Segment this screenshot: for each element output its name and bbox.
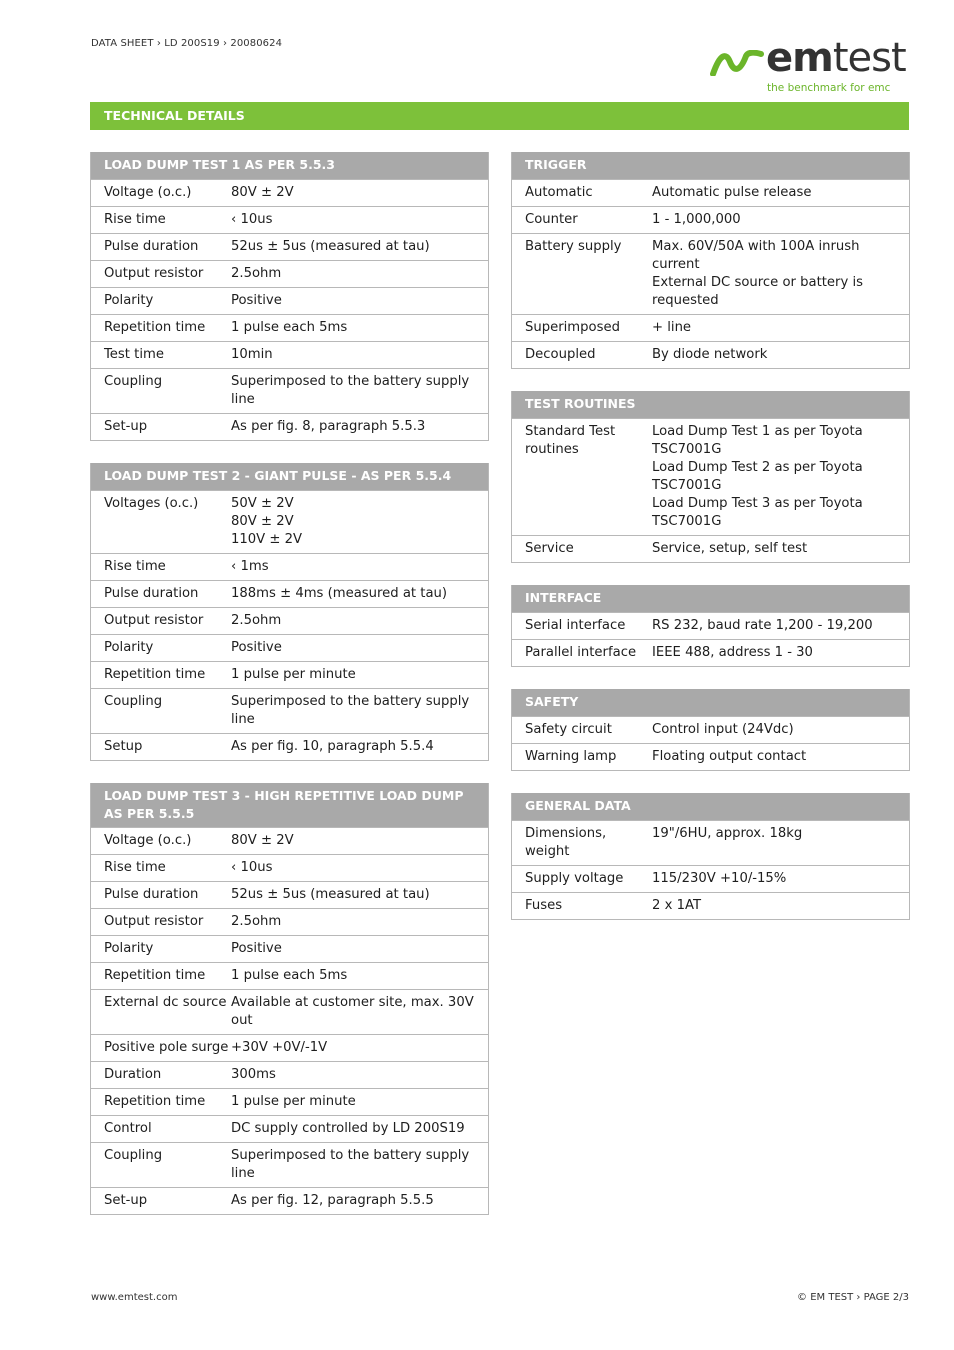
spec-value-line: DC supply controlled by LD 200S19 [231,1121,465,1136]
spec-value-line: Load Dump Test 3 as per Toyota TSC7001G [652,496,863,529]
spec-value-line: External DC source or battery is requested [652,275,863,308]
spec-row [91,490,488,553]
spec-value [231,238,488,256]
spec-row [512,716,909,743]
spec-row [91,341,488,368]
breadcrumb: DATA SHEET › LD 200S19 › 20080624 [91,38,283,49]
spec-row [91,908,488,935]
spec-label: Voltage (o.c.) [104,833,192,848]
spec-label: Warning lamp [525,749,617,764]
spec-label: Standard Test routines [525,424,616,457]
spec-value [231,558,488,576]
spec-value [231,994,488,1030]
spec-table-title: TRIGGER [512,152,909,179]
spec-value-line: 1 pulse per minute [231,1094,356,1109]
spec-value [231,585,488,603]
spec-value [231,967,488,985]
spec-row [91,314,488,341]
spec-value-line: 80V ± 2V [231,833,294,848]
spec-label: Coupling [104,694,163,709]
spec-row [91,1142,488,1187]
spec-label: Rise time [104,559,166,574]
spec-row [91,661,488,688]
footer-page-number: © EM TEST › PAGE 2/3 [797,1292,909,1303]
spec-value-line: RS 232, baud rate 1,200 - 19,200 [652,618,873,633]
spec-label: Automatic [525,185,593,200]
spec-row [91,206,488,233]
spec-value-line: +30V +0V/-1V [231,1040,328,1055]
spec-value-line: Superimposed to the battery supply line [231,1148,470,1181]
spec-value-line: 19"/6HU, approx. 18kg [652,826,803,841]
spec-value-line: ‹ 1ms [231,559,269,574]
spec-value [231,1066,488,1084]
spec-value-line: Load Dump Test 1 as per Toyota TSC7001G [652,424,863,457]
spec-label: Polarity [104,293,154,308]
spec-value [231,913,488,931]
spec-label: Positive pole surge [104,1040,229,1055]
spec-label: Polarity [104,640,154,655]
spec-row [91,854,488,881]
spec-value [231,346,488,364]
spec-value [652,423,909,531]
spec-label: Repetition time [104,320,206,335]
spec-row [512,314,909,341]
spec-label: Dimensions, weight [525,826,607,859]
spec-row [91,287,488,314]
spec-value [652,897,909,915]
spec-value-line: 1 pulse each 5ms [231,320,348,335]
spec-row [512,820,909,865]
spec-table-title: LOAD DUMP TEST 2 - GIANT PULSE - AS PER 5.5.4 [91,463,488,490]
logo-tagline: the benchmark for emc [767,82,891,94]
spec-value-line: As per fig. 10, paragraph 5.5.4 [231,739,434,754]
spec-row [91,989,488,1034]
spec-value-line: Positive [231,941,282,956]
spec-row [91,607,488,634]
spec-value [231,940,488,958]
spec-label: Voltage (o.c.) [104,185,192,200]
spec-table [90,463,489,761]
spec-value [652,870,909,888]
spec-row [91,1187,488,1214]
spec-label: Setup [104,739,143,754]
spec-label: Safety circuit [525,722,612,737]
spec-label: Serial interface [525,618,626,633]
spec-value-line: Positive [231,640,282,655]
spec-value-line: Automatic pulse release [652,185,812,200]
spec-label: Fuses [525,898,563,913]
spec-table-title: LOAD DUMP TEST 3 - HIGH REPETITIVE LOAD DUMP AS PER 5.5.5 [91,783,488,827]
spec-row [91,1115,488,1142]
spec-value [231,292,488,310]
spec-value [231,832,488,850]
spec-value [652,346,909,364]
spec-row [91,368,488,413]
spec-value-line: ‹ 10us [231,860,273,875]
spec-table [511,793,910,920]
spec-value [231,1147,488,1183]
spec-value-line: As per fig. 8, paragraph 5.5.3 [231,419,426,434]
spec-value-line: IEEE 488, address 1 - 30 [652,645,813,660]
left-column [90,152,489,1237]
spec-value-line: 52us ± 5us (measured at tau) [231,239,430,254]
spec-value [231,211,488,229]
spec-value-line: 10min [231,347,273,362]
spec-value-line: 1 - 1,000,000 [652,212,741,227]
spec-value-line: 300ms [231,1067,276,1082]
spec-value [652,748,909,766]
spec-label: Repetition time [104,1094,206,1109]
spec-value [231,859,488,877]
spec-table [90,152,489,441]
spec-value-line: By diode network [652,347,768,362]
spec-value [231,495,488,549]
spec-value-line: 2.5ohm [231,613,282,628]
spec-value [652,644,909,662]
spec-value-line: Service, setup, self test [652,541,808,556]
spec-row [91,233,488,260]
spec-label: Pulse duration [104,239,199,254]
spec-label: Coupling [104,1148,163,1163]
spec-value-line: Load Dump Test 2 as per Toyota TSC7001G [652,460,863,493]
spec-row [512,639,909,666]
spec-label: Output resistor [104,613,204,628]
spec-label: Duration [104,1067,162,1082]
spec-value [231,738,488,756]
spec-label: Pulse duration [104,887,199,902]
spec-row [91,260,488,287]
emtest-wave-icon [710,50,764,76]
spec-table-title: TEST ROUTINES [512,391,909,418]
spec-row [91,580,488,607]
spec-value-line: 2.5ohm [231,914,282,929]
spec-value-line: 110V ± 2V [231,532,303,547]
spec-value-line: 1 pulse each 5ms [231,968,348,983]
spec-label: Test time [104,347,164,362]
spec-value [231,1039,488,1057]
spec-row [91,179,488,206]
spec-row [512,179,909,206]
spec-label: Set-up [104,419,148,434]
spec-row [512,418,909,535]
spec-value [652,184,909,202]
spec-value-line: 50V ± 2V [231,496,294,511]
spec-value [652,238,909,310]
spec-value-line: + line [652,320,692,335]
spec-value [231,265,488,283]
right-column [511,152,910,942]
spec-value-line: 2 x 1AT [652,898,702,913]
spec-row [91,1061,488,1088]
spec-label: Counter [525,212,578,227]
spec-value-line: Control input (24Vdc) [652,722,794,737]
spec-row [91,688,488,733]
spec-value-line: Max. 60V/50A with 100A inrush current [652,239,860,272]
spec-label: Coupling [104,374,163,389]
spec-label: Repetition time [104,968,206,983]
spec-label: Parallel interface [525,645,637,660]
spec-value-line: Positive [231,293,282,308]
spec-label: Polarity [104,941,154,956]
spec-value [231,184,488,202]
spec-value [652,721,909,739]
spec-table-title: GENERAL DATA [512,793,909,820]
spec-value-line: 80V ± 2V [231,185,294,200]
spec-value [231,886,488,904]
spec-value-line: Superimposed to the battery supply line [231,374,470,407]
spec-value [231,1120,488,1138]
spec-value [231,319,488,337]
spec-table [511,152,910,369]
emtest-logo [710,35,910,100]
spec-value-line: 115/230V +10/-15% [652,871,787,886]
spec-value-line: 2.5ohm [231,266,282,281]
spec-value [231,639,488,657]
spec-row [91,1088,488,1115]
spec-value-line: Floating output contact [652,749,807,764]
spec-value [231,418,488,436]
spec-label: Rise time [104,212,166,227]
spec-row [91,553,488,580]
spec-label: Service [525,541,574,556]
spec-value [231,612,488,630]
spec-value [652,319,909,337]
spec-table-title: LOAD DUMP TEST 1 AS PER 5.5.3 [91,152,488,179]
spec-row [512,233,909,314]
spec-label: Output resistor [104,914,204,929]
spec-row [512,892,909,919]
spec-row [512,535,909,562]
spec-label: Decoupled [525,347,596,362]
spec-table [511,585,910,667]
spec-table-title: SAFETY [512,689,909,716]
spec-value-line: 80V ± 2V [231,514,294,529]
spec-value-line: As per fig. 12, paragraph 5.5.5 [231,1193,434,1208]
spec-value-line: 52us ± 5us (measured at tau) [231,887,430,902]
spec-value-line: ‹ 10us [231,212,273,227]
spec-value [231,373,488,409]
spec-row [512,612,909,639]
spec-row [91,413,488,440]
spec-table [511,689,910,771]
spec-table-title: INTERFACE [512,585,909,612]
spec-label: Pulse duration [104,586,199,601]
spec-value-line: 1 pulse per minute [231,667,356,682]
spec-value [652,540,909,558]
spec-row [91,827,488,854]
spec-value [652,825,909,861]
spec-label: External dc source [104,995,227,1010]
footer-website: www.emtest.com [91,1292,178,1303]
spec-label: Superimposed [525,320,620,335]
spec-value [231,1093,488,1111]
spec-label: Battery supply [525,239,622,254]
spec-label: Repetition time [104,667,206,682]
spec-label: Voltages (o.c.) [104,496,199,511]
spec-label: Supply voltage [525,871,624,886]
spec-value-line: Superimposed to the battery supply line [231,694,470,727]
spec-label: Rise time [104,860,166,875]
spec-label: Control [104,1121,152,1136]
spec-value [231,1192,488,1210]
spec-row [512,743,909,770]
section-title: TECHNICAL DETAILS [90,102,909,130]
spec-label: Output resistor [104,266,204,281]
logo-wordmark: emtest [766,35,906,81]
spec-row [91,962,488,989]
spec-value-line: 188ms ± 4ms (measured at tau) [231,586,448,601]
spec-row [512,206,909,233]
spec-value [652,617,909,635]
spec-value [231,693,488,729]
spec-table [511,391,910,563]
spec-row [91,634,488,661]
spec-row [91,733,488,760]
spec-row [91,1034,488,1061]
spec-row [91,935,488,962]
spec-value [652,211,909,229]
spec-row [91,881,488,908]
spec-table [90,783,489,1215]
spec-value [231,666,488,684]
spec-value-line: Available at customer site, max. 30V out [231,995,474,1028]
spec-label: Set-up [104,1193,148,1208]
spec-row [512,865,909,892]
spec-row [512,341,909,368]
